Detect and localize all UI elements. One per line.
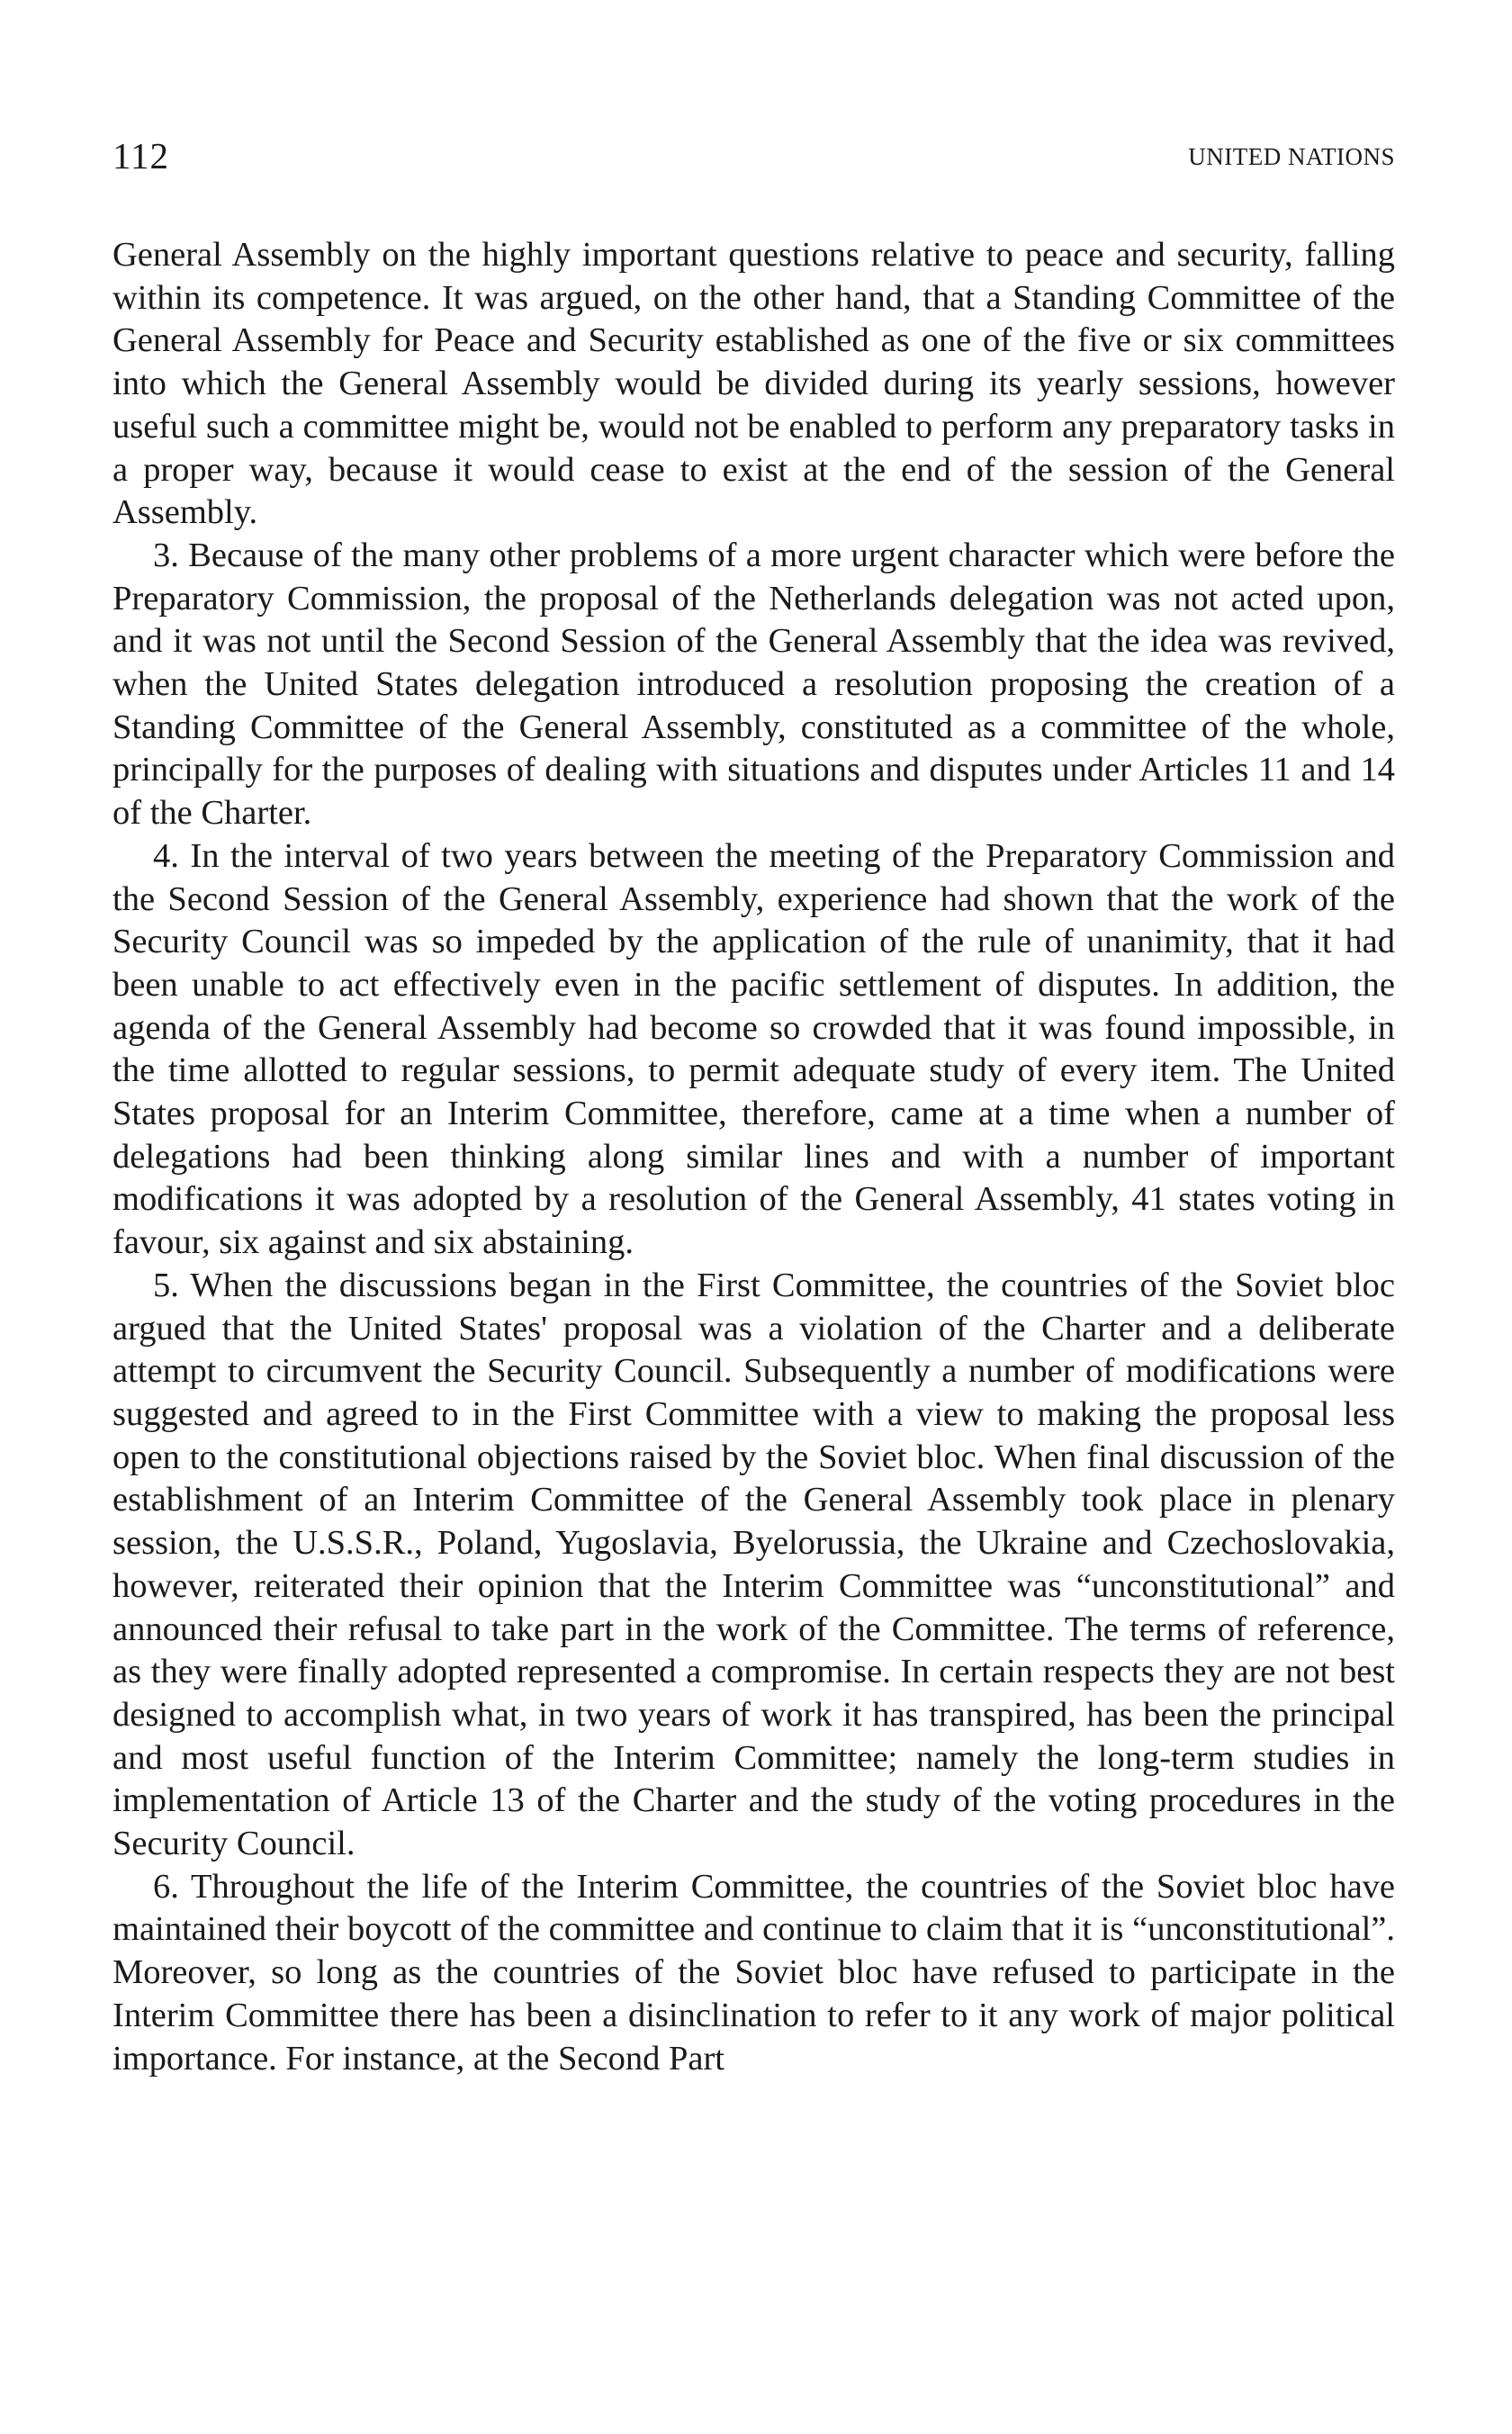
body-text [112, 234, 1395, 2080]
paragraph-5: 5. When the discussions began in the First Committee, the countries of the Soviet bloc argued that the United States' proposal was a violation of the Charter and a deliberate attempt to circumvent the Security Council. Subsequently a number of modifications were suggested and agreed to in the First Committee with a view to making the proposal less open to the constitutional objections raised by the Soviet bloc. When final discussion of the establishment of an Interim Committee of the General Assembly took place in plenary session, the U.S.S.R., Poland, Yugoslavia, Byelorussia, the Ukraine and Czechoslovakia, however, reiterated their opinion that the Interim Committee was “unconstitutional” and announced their refusal to take part in the work of the Committee. The terms of reference, as they were finally adopted represented a compromise. In certain respects they are not best designed to accomplish what, in two years of work it has transpired, has been the principal and most useful function of the Interim Committee; namely the long-term studies in implementation of Article 13 of the Charter and the study of the voting procedures in the Security Council. [112, 1266, 1395, 1863]
paragraph-4: 4. In the interval of two years between the meeting of the Preparatory Commission and the Second Session of the General Assembly, experience had shown that the work of the Security Council was so impeded by the application of the rule of unanimity, that it had been unable to act effectively even in the pacific settlement of disputes. In addition, the agenda of the General Assembly had become so crowded that it was found impossible, in the time allotted to regular sessions, to permit adequate study of every item. The United States proposal for an Interim Committee, therefore, came at a time when a number of delegations had been thinking along similar lines and with a number of important modifications it was adopted by a resolution of the General Assembly, 41 states voting in favour, six against and six abstaining. [112, 836, 1395, 1262]
paragraph-3: 3. Because of the many other problems of a more urgent character which were before the Preparatory Commission, the proposal of the Netherlands delegation was not acted upon, and it was not until the Second Session of the General Assembly that the idea was revived, when the United States delegation introduced a resolution proposing the creation of a Standing Committee of the General Assembly, constituted as a committee of the whole, principally for the purposes of dealing with situations and disputes under Articles 11 and 14 of the Charter. [112, 536, 1395, 833]
paragraph-continuation: General Assembly on the highly important questions relative to peace and security, falling within its competence. It was argued, on the other hand, that a Standing Committee of the General Assembly for Peace and Security established as one of the five or six committees into which the General Assembly would be divided during its yearly sessions, however useful such a committee might be, would not be enabled to perform any preparatory tasks in a proper way, because it would cease to exist at the end of the session of the General Assembly. [112, 236, 1395, 532]
page-number: 112 [112, 135, 169, 176]
page-header [112, 133, 1395, 178]
paragraph-6: 6. Throughout the life of the Interim Committee, the countries of the Soviet bloc have maintained their boycott of the committee and continue to claim that it is “unconstitutional”. Moreover, so long as the countries of the Soviet bloc have refused to participate in the Interim Committee there has been a disinclination to refer to it any work of major political importance. For instance, at the Second Part [112, 1867, 1395, 2078]
running-head: UNITED NATIONS [1188, 143, 1395, 170]
